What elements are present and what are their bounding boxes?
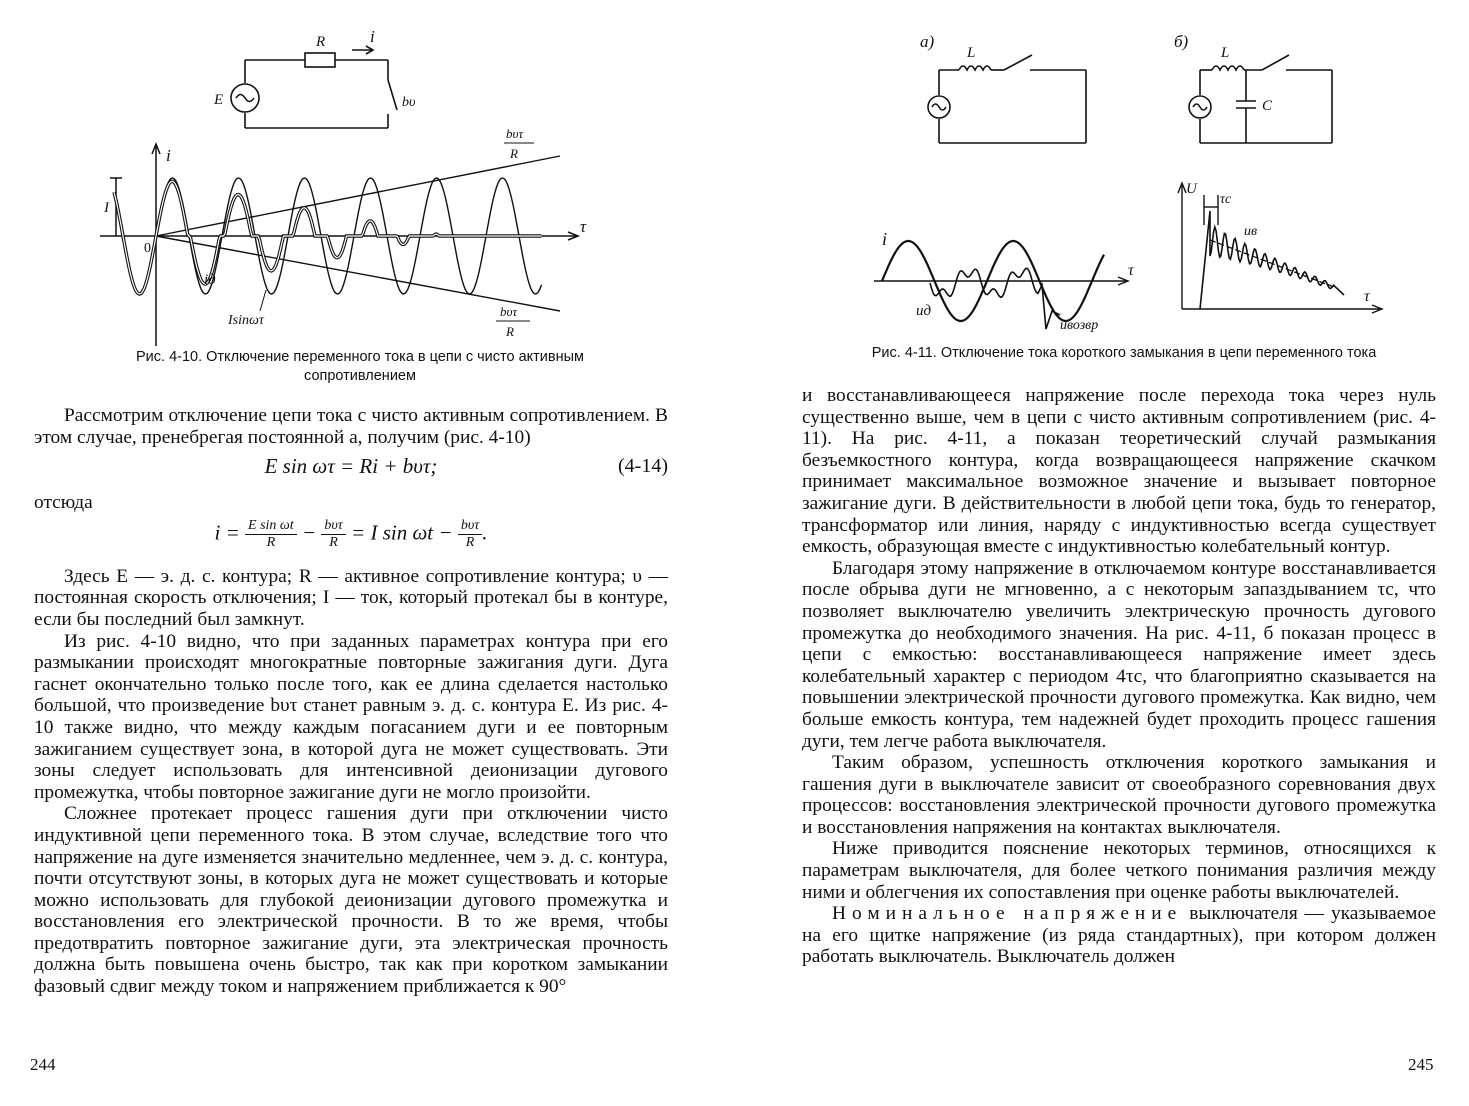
circuit-diagram	[231, 46, 397, 128]
label-top-num: bυτ	[506, 126, 524, 141]
eq-fraction-3: $\frac{\text{bυτ}}{R}$	[458, 518, 482, 551]
equation-4-14	[34, 450, 668, 490]
page-number-left: 244	[30, 1055, 56, 1074]
eq-lhs: i =	[214, 520, 240, 545]
paragraph: и восстанавливающееся напряжение после перехода тока через нуль существенно выше, чем в цепи с чисто активным сопротивлением (рис. 4-11). На рис. 4-11, а показан теоретический случай размыкания безъемкостного контура, когда возвращающееся напряжение скачком принимает максимальное возможное значение и вызывает повторное зажигание дуги. В действительности в любой цепи тока, будь то генератор, трансформатор или линия, наряду с индуктивностью всегда существует емкость, образующая вместе с индуктивностью колебательный контур.	[802, 385, 1436, 558]
eq-minus: −	[301, 520, 317, 545]
label-uv: uв	[1244, 224, 1258, 239]
paragraph: Рассмотрим отключение цепи тока с чисто активным сопротивлением. В этом случае, пренебрегая постоянной а, получим (рис. 4-10)	[34, 405, 668, 448]
label-tau-b: τ	[1364, 288, 1370, 305]
equation-current: i = $\frac{\text{E sin ωt}}{R}$ − $\frac{\text{bυτ}}{R}$ = I sin ωt − $\frac{\text{bυτ}}{R}$ .	[214, 517, 488, 550]
label-axis-i: i	[166, 146, 171, 165]
label-b: б)	[1174, 32, 1189, 51]
label-uvozvr: uвозвр	[1060, 318, 1099, 333]
left-page	[0, 0, 734, 1106]
equation-number: (4-14)	[618, 455, 668, 478]
label-amplitude-I: I	[104, 200, 109, 216]
label-a: а)	[920, 32, 935, 51]
caption-line-1: Рис. 4-10. Отключение переменного тока в цепи с чисто активным	[135, 349, 585, 365]
label-top-den: R	[510, 146, 518, 161]
inductor-a-symbol	[959, 66, 991, 70]
label-switch-bv: bυ	[402, 95, 416, 110]
eq-fraction-1: $\frac{\text{E sin ωt}}{R}$	[245, 518, 297, 551]
eq-mid: = I sin ωt −	[351, 520, 453, 545]
label-tau-a: τ	[1128, 262, 1134, 279]
label-bot-den: R	[506, 324, 514, 339]
label-L-a: L	[967, 45, 976, 61]
label-i-a: i	[882, 229, 888, 249]
paragraph: Здесь E — э. д. с. контура; R — активное сопротивление контура; υ — постоянная скорость отключения; I — ток, который протекал бы в контуре, если бы последний был замкнут.	[34, 565, 668, 630]
label-E: E	[214, 92, 224, 108]
label-axis-tau: τ	[580, 217, 587, 236]
paragraph: Из рис. 4-10 видно, что при заданных параметрах контура при его размыкании происходят многократные повторные зажигания дуги. Дуга гаснет окончательно только после того, как ее длина сделается настолько большой, что произведение bυτ станет равным э. д. с. контура E. Из рис. 4-10 также видно, что между каждым погасанием дуги и ее повторным зажиганием существует зона, в которой дуга не может существовать. Эти зоны следует использовать для интенсивной деионизации дугового промежутка, чтобы повторное зажигание дуги не могло произойти.	[34, 630, 668, 803]
figure-4-10-caption	[70, 348, 650, 386]
resistor-symbol	[305, 53, 335, 67]
inductor-b-symbol	[1212, 66, 1244, 70]
paragraph: Таким образом, успешность отключения короткого замыкания и гашения дуги в выключателе зависит от своеобразного соревнования двух процессов: восстановления электрической прочности дугового промежутка и восстановления напряжения на контактах выключателя.	[802, 752, 1436, 838]
label-bot-num: bυτ	[500, 304, 518, 319]
figure-4-11-caption: Рис. 4-11. Отключение тока короткого замыкания в цепи переменного тока	[871, 345, 1377, 361]
right-body-text	[802, 385, 1436, 968]
label-R: R	[316, 34, 326, 50]
label-L-b: L	[1221, 45, 1230, 61]
circuit-b	[1189, 55, 1332, 143]
label-ud: uд	[916, 303, 932, 319]
caption-line-2: сопротивлением	[304, 368, 416, 384]
label-arc-current: iд	[204, 272, 216, 288]
label-sine: Isinωτ	[228, 313, 264, 328]
figure-4-10	[90, 28, 610, 346]
voltage-curve-a	[930, 268, 1060, 329]
paragraph: Сложнее протекает процесс гашения дуги при отключении чисто индуктивной цепи переменного тока. В этом случае, вследствие того что напряжение на дуге изменяется значительно медленнее, чем э. д. с. контура, почти отсутствуют зоны, в которых дуга не может существовать и которые можно использовать для глубокой деионизации дугового промежутка и восстановления его электрической прочности. В то же время, чтобы предотвратить повторное зажигание дуги, эта электрическая прочность должна быть повышена очень быстро, так как при коротком замыкании фазовый сдвиг между током и напряжением приближается к 90°	[34, 803, 668, 998]
label-C: C	[1262, 98, 1273, 114]
envelope-top-line	[156, 156, 560, 236]
eq-fraction-2: $\frac{\text{bυτ}}{R}$	[321, 518, 345, 551]
recovery-voltage-curve	[1200, 211, 1344, 309]
equation-body: E sin ωτ = Ri + bυτ;	[264, 454, 438, 479]
circuit-a	[928, 55, 1086, 143]
label-i-current: i	[370, 28, 375, 46]
label-U: U	[1186, 181, 1197, 197]
term-spaced: Номинальное напряжение	[832, 903, 1183, 925]
paragraph-term: Номинальное напряжение выключателя — указываемое на его щитке напряжение (из ряда стандартных), при котором должен работать выключатель. Выключатель должен	[802, 903, 1436, 968]
left-body-text	[34, 405, 668, 998]
label-tau-c: τc	[1220, 192, 1232, 207]
paragraph-otsyuda: отсюда	[34, 492, 93, 514]
page-number-right: 245	[1408, 1055, 1434, 1074]
paragraph: Ниже приводится пояснение некоторых терминов, относящихся к параметрам выключателя, для более четкого понимания различия между ними и облегчения их сопоставления при оценке работы выключателей.	[802, 838, 1436, 903]
paragraph: Благодаря этому напряжение в отключаемом контуре восстанавливается после обрыва дуги не мгновенно, а с некоторым запаздыванием τc, что позволяет выключателю увеличить электрическую прочность дугового промежутка до необходимого значения. На рис. 4-11, б показан процесс в цепи с емкостью: восстанавливающееся напряжение имеет здесь колебательный характер с периодом 4τc, что благоприятно сказывается на повышении электрической прочности дугового промежутка. Как видно, чем больше емкость контура, тем надежней будет проходить процесс гашения дуги, тем легче работа выключателя.	[802, 557, 1436, 752]
right-page	[734, 0, 1469, 1106]
figure-4-11	[864, 25, 1394, 345]
label-origin: 0	[144, 241, 151, 256]
